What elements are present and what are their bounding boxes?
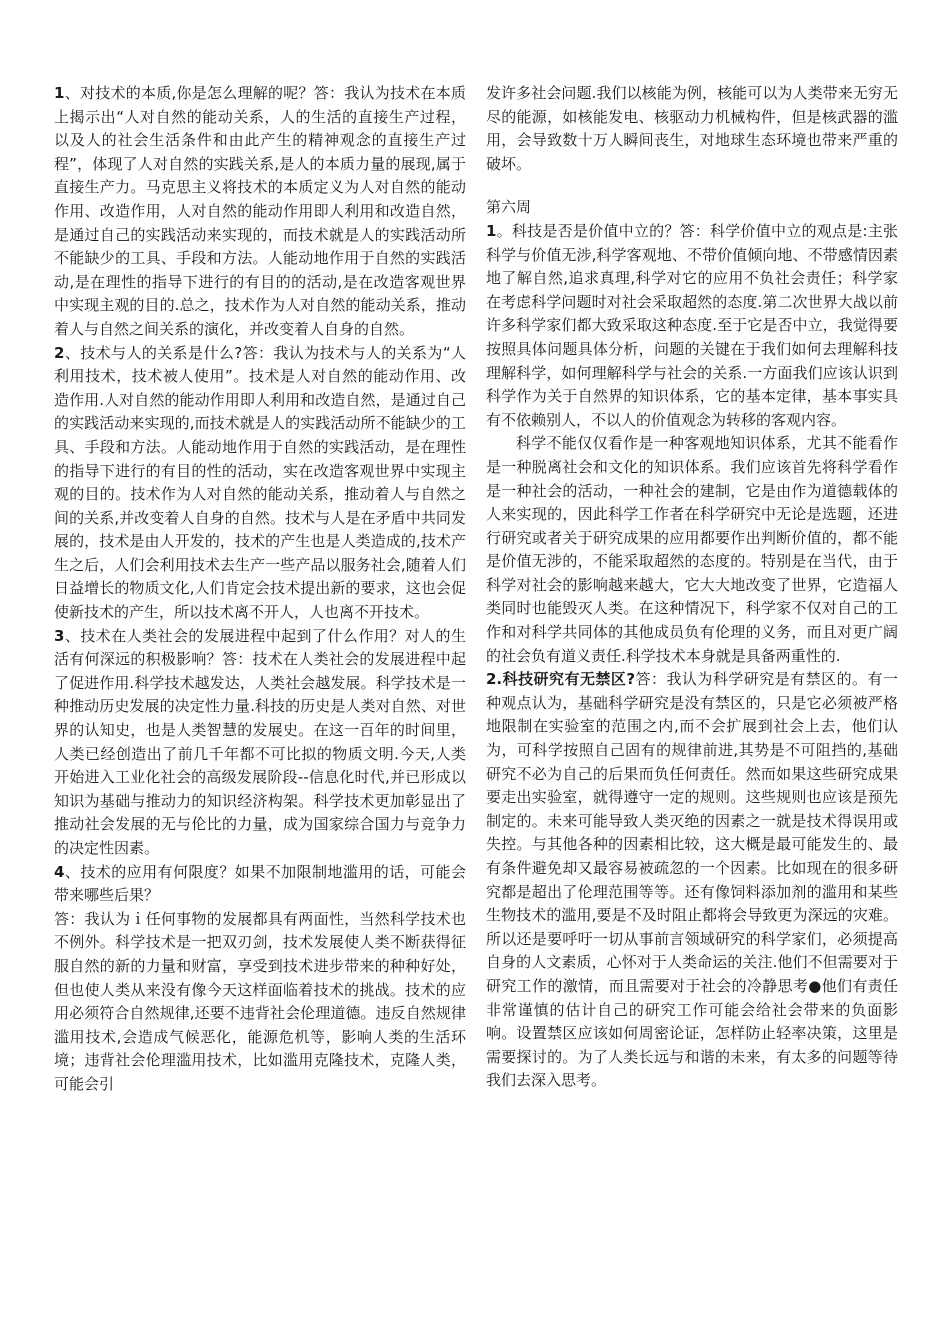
question-number: 2. [486,670,503,689]
continuation-paragraph: 发许多社会问题.我们以核能为例，核能可以为人类带来无穷无尽的能源，如核能发电、核驱动力机械构件，但是核武器的滥用，会导致数十万人瞬间丧生，对地球生态环境也带来严重的破坏。 [486,84,898,173]
question-text: 、对技术的本质,你是怎么理解的呢？答：我认为技术在本质上揭示出“人对自然的能动关系，人的生活的直接生产过程，以及人的社会生活条件和由此产生的精神观念的直接生产过程”，体现了人对自然的实践关系,是人的本质力量的展现,属于直接生产力。马克思主义将技术的本质定义为人对自然的能动作用、改造作用，人对自然的能动作用即人利用和改造自然，是通过自己的实践活动来实现的，而技术就是人的实践活动所不能缺少的工具、手段和方法。人能动地作用于自然的实践活动,是在理性的指导下进行的有目的的活动,是在改造客观世界中实现主观的目的.总之，技术作为人对自然的能动关系，推动着人与自然之间关系的演化，并改变着人自身的自然。 [54,84,466,338]
question-text: 、技术与人的关系是什么?答：我认为技术与人的关系为“人利用技术，技术被人使用”。技术是人对自然的能动作用、改造作用.人对自然的能动作用即人利用和改造自然，是通过自己的实践活动来实现的,而技术就是人的实践活动所不能缺少的工具、手段和方法。人能动地作用于自然的实践活动，是在理性的指导下进行的有目的性的活动，实在改造客观世界中实现主观的目的。技术作为人对自然的能动关系，推动着人与自然之间的关系,并改变着人自身的自然。技术与人是在矛盾中共同发展的，技术是由人开发的，技术的产生也是人类造成的,技术产生之后，人们会利用技术去生产一些产品以服务社会,随着人们日益增长的物质文化,人们肯定会技术提出新的要求，这也会促使新技术的产生，所以技术离不开人，人也离不开技术。 [54,343,466,622]
week6-question-1-paragraph [486,220,898,432]
question-number: 4 [54,862,65,881]
week-heading: 第六周 [486,198,532,217]
question-number: 1 [54,84,65,102]
question-text: 。科技是否是价值中立的？答：科学价值中立的观点是:主张科学与价值无涉,科学客观地、不带价值倾向地、不带感情因素地了解自然,追求真理,科学对它的应用不负社会责任；科学家在考虑科学问题时对社会采取超然的态度.第二次世界大战以前许多科学家们都大致采取这种态度.至于它是否中立，我觉得要按照具体问题具体分析，问题的关键在于我们如何去理解科技理解科学，如何理解科学与社会的关系.一方面我们应该认识到科学作为关于自然界的知识体系，它的基本定律，基本事实具有不依赖别人，不以人的价值观念为转移的客观内容。 [486,221,898,429]
question-number: 3 [54,626,65,645]
question-number: 2 [54,343,65,362]
week6-question-1-continued: 科学不能仅仅看作是一种客观地知识体系，尤其不能看作是一种脱离社会和文化的知识体系。我们应该首先将科学看作是一种社会的活动，一种社会的建制，它是由作为道德载体的人来实现的，因此科学工作者在科学研究中无论是选题，还进行研究或者关于研究成果的应用都要作出判断价值的，都不能是价值无涉的，不能采取超然的态度的。特别是在当代，由于科学对社会的影响越来越大，它大大地改变了世界，它造福人类同时也能毁灭人类。在这种情况下，科学家不仅对自己的工作和对科学共同体的其他成员负有伦理的义务，而且对更广阔的社会负有道义责任.科学技术本身就是具备两重性的. [486,434,898,665]
question-text: 、技术的应用有何限度？如果不加限制地滥用的话，可能会带来哪些后果？ [54,862,466,905]
left-column [54,82,466,1097]
question-1-paragraph [54,82,466,342]
question-number: 1 [486,221,497,240]
question-4-answer: 答：我认为ｉ任何事物的发展都具有两面性，当然科学技术也不例外。科学技术是一把双刃剑，技术发展使人类不断获得征服自然的新的力量和财富，享受到技术进步带来的种种好处，但也使人类从来没有像今天这样面临着技术的挑战。技术的应用必须符合自然规律,还要不违背社会伦理道德。违反自然规律滥用技术,会造成气候恶化，能源危机等，影响人类的生活环境；违背社会伦理滥用技术，比如滥用克隆技术，克隆人类，可能会引 [54,909,466,1093]
question-3-paragraph [54,625,466,861]
question-text: 、技术在人类社会的发展进程中起到了什么作用？对人的生活有何深远的积极影响？答：技术在人类社会的发展进程中起了促进作用.科学技术越发达，人类社会越发展。科学技术是一种推动历史发展的决定性力量.科技的历史是人类对自然、对世界的认知史，也是人类智慧的发展史。在这一百年的时间里，人类已经创造出了前几千年都不可比拟的物质文明.今天,人类开始进入工业化社会的高级发展阶段--信息化时代,并已形成以知识为基础与推动力的知识经济构架。科学技术更加彰显出了推动社会发展的无与伦比的力量，成为国家综合国力与竞争力的决定性因素。 [54,626,466,857]
question-4-paragraph [54,861,466,908]
question-text: 答：我认为科学研究是有禁区的。有一种观点认为，基础科学研究是没有禁区的，只是它必须被严格地限制在实验室的范围之内,而不会扩展到社会上去，他们认为，可科学按照自己固有的规律前进,其势是不可阻挡的,基础研究不必为自己的后果而负任何责任。然而如果这些研究成果要走出实验室，就得遵守一定的规则。这些规则也应该是预先制定的。未来可能导致人类灭绝的因素之一就是技术得误用或失控。与其他各种的因素相比较，这大概是最可能发生的、最有条件避免却又最容易被疏忽的一个因素。比如现在的很多研究都是超出了伦理范围等等。还有像饲料添加剂的滥用和某些生物技术的滥用,要是不及时阻止都将会导致更为深远的灾难。所以还是要呼吁一切从事前言领域研究的科学家们，必须提高自身的人文素质，心怀对于人类命运的关注.他们不但需要对于研究工作的激情，而且需要对于社会的冷静思考●他们有责任非常谨慎的估计自己的研究工作可能会给社会带来的负面影响。设置禁区应该如何周密论证，怎样防止轻率决策，这里是需要探讨的。为了人类长远与和谐的未来，有太多的问题等待我们去深入思考。 [486,670,898,1090]
question-2-paragraph [54,342,466,625]
right-column [486,82,898,1093]
week6-question-2-paragraph [486,668,898,1093]
question-title: 科技研究有无禁区? [502,670,636,689]
